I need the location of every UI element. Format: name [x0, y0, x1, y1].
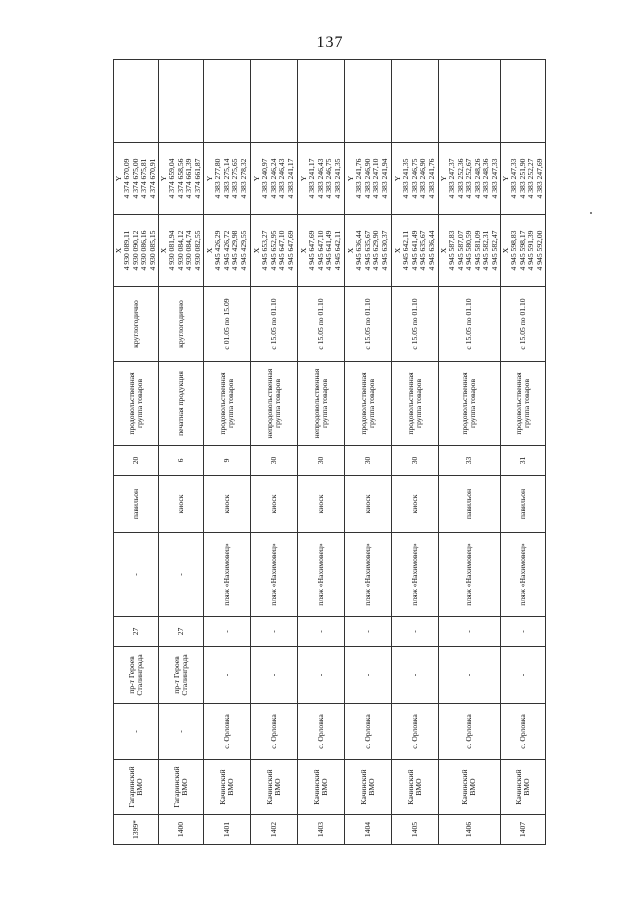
coord-x-value: 4 945 642,11 — [332, 230, 342, 271]
cell-settlement: с. Орловка — [439, 704, 501, 760]
coord-x-value: 4 945 429,98 — [230, 230, 240, 271]
coord-x-value: X — [393, 247, 403, 254]
cell-object: киоск — [345, 476, 392, 533]
coord-y-value: Y — [159, 175, 169, 182]
coord-x-value: 4 945 629,90 — [371, 230, 381, 271]
table-row — [392, 60, 439, 845]
coord-x-value: X — [205, 247, 215, 254]
coord-x-value: 4 945 581,09 — [472, 230, 482, 271]
coord-x-value: 4 945 591,39 — [526, 230, 536, 271]
cell-area: 31 — [500, 446, 545, 476]
coord-y-value: 4 383 241,76 — [354, 158, 364, 199]
coord-y-value: 4 383 241,17 — [285, 158, 295, 199]
coord-x-value: 4 945 653,27 — [260, 230, 270, 271]
registry-table-rotated — [113, 60, 544, 845]
cell-coord-y — [204, 143, 251, 215]
cell-settlement: с. Орловка — [251, 704, 298, 760]
cell-settlement: с. Орловка — [392, 704, 439, 760]
coord-x-value: 4 945 582,47 — [489, 230, 499, 271]
coord-x-value: 4 945 647,69 — [307, 230, 317, 271]
cell-no: 1400 — [159, 815, 204, 845]
cell-empty — [345, 60, 392, 143]
coord-y-value: 4 383 247,33 — [509, 158, 519, 199]
cell-street: пр-т Героев Сталинграда — [114, 647, 159, 704]
cell-coord-x — [114, 215, 159, 287]
cell-district: Качинский ВМО — [439, 760, 501, 815]
cell-house: - — [298, 617, 345, 647]
cell-object: киоск — [159, 476, 204, 533]
cell-empty — [251, 60, 298, 143]
coord-y-value: 4 383 248,36 — [481, 158, 491, 199]
cell-period: с 15.05 по 01.10 — [251, 287, 298, 362]
coord-x-value: 4 930 090,12 — [130, 230, 140, 271]
cell-specialization: продовольственная группа товаров — [345, 362, 392, 446]
cell-house: - — [204, 617, 251, 647]
cell-coord-x — [204, 215, 251, 287]
cell-specialization: продовольственная группа товаров — [392, 362, 439, 446]
cell-district: Качинский ВМО — [500, 760, 545, 815]
cell-object: павильон — [439, 476, 501, 533]
cell-settlement: с. Орловка — [345, 704, 392, 760]
cell-area: 9 — [204, 446, 251, 476]
coord-y-value: 4 374 670,91 — [147, 158, 157, 199]
cell-street: пр-т Героев Сталинграда — [159, 647, 204, 704]
cell-specialization: продовольственная группа товаров — [500, 362, 545, 446]
cell-coord-y — [345, 143, 392, 215]
coord-y-value: 4 383 251,90 — [517, 158, 527, 199]
cell-empty — [392, 60, 439, 143]
coord-x-value: X — [299, 247, 309, 254]
cell-object: киоск — [204, 476, 251, 533]
registry-table — [113, 59, 546, 845]
table-row — [114, 60, 159, 845]
coord-y-value: Y — [205, 175, 215, 182]
cell-house: - — [439, 617, 501, 647]
coord-x-value: 4 945 587,83 — [447, 230, 457, 271]
cell-area: 30 — [298, 446, 345, 476]
coord-y-value: 4 374 658,56 — [175, 158, 185, 199]
cell-area: 30 — [392, 446, 439, 476]
coord-x-value: 4 930 089,11 — [122, 230, 132, 271]
coord-x-value: 4 945 592,00 — [534, 230, 544, 271]
cell-coord-y — [159, 143, 204, 215]
coord-x-value: 4 945 426,29 — [213, 230, 223, 271]
coord-y-value: 4 383 246,75 — [324, 158, 334, 199]
cell-house: - — [500, 617, 545, 647]
cell-object: павильон — [114, 476, 159, 533]
coord-x-value: X — [500, 247, 510, 254]
coord-y-value: 4 383 247,33 — [489, 158, 499, 199]
coord-y-value: 4 383 247,69 — [534, 158, 544, 199]
cell-coord-x — [159, 215, 204, 287]
cell-district: Качинский ВМО — [345, 760, 392, 815]
cell-landmark: пляж «Нахимовец» — [345, 533, 392, 617]
table-row — [298, 60, 345, 845]
coord-y-value: 4 383 246,43 — [315, 158, 325, 199]
cell-street: - — [204, 647, 251, 704]
coord-x-value: 4 945 582,31 — [481, 230, 491, 271]
table-body — [114, 60, 546, 845]
coord-x-value: 4 945 429,55 — [238, 230, 248, 271]
coord-y-value: 4 383 240,97 — [260, 158, 270, 199]
coord-y-value: Y — [346, 175, 356, 182]
coord-y-value: 4 383 246,75 — [409, 158, 419, 199]
cell-empty — [114, 60, 159, 143]
cell-landmark: пляж «Нахимовец» — [392, 533, 439, 617]
cell-specialization: непродовольственная группа товаров — [251, 362, 298, 446]
coord-y-value: 4 383 241,35 — [401, 158, 411, 199]
coord-x-value: 4 945 426,72 — [221, 230, 231, 271]
cell-district: Качинский ВМО — [251, 760, 298, 815]
coord-x-value: 4 945 635,67 — [418, 230, 428, 271]
scan-speck — [590, 212, 592, 214]
coord-y-value: 4 383 246,90 — [418, 158, 428, 199]
cell-object: павильон — [500, 476, 545, 533]
coord-y-value: Y — [299, 175, 309, 182]
cell-landmark: пляж «Нахимовец» — [500, 533, 545, 617]
cell-specialization: продовольственная группа товаров — [439, 362, 501, 446]
cell-empty — [204, 60, 251, 143]
cell-street: - — [345, 647, 392, 704]
cell-street: - — [251, 647, 298, 704]
coord-y-value: 4 383 278,32 — [238, 158, 248, 199]
coord-y-value: 4 374 670,09 — [122, 158, 132, 199]
cell-period: круглогодично — [114, 287, 159, 362]
cell-coord-x — [439, 215, 501, 287]
cell-area: 20 — [114, 446, 159, 476]
cell-object: киоск — [251, 476, 298, 533]
cell-house: 27 — [159, 617, 204, 647]
cell-empty — [298, 60, 345, 143]
cell-period: с 01.05 по 15.09 — [204, 287, 251, 362]
cell-object: киоск — [298, 476, 345, 533]
coord-y-value: 4 383 241,94 — [379, 158, 389, 199]
cell-coord-y — [392, 143, 439, 215]
coord-y-value: 4 383 252,67 — [464, 158, 474, 199]
cell-settlement: - — [114, 704, 159, 760]
cell-coord-x — [251, 215, 298, 287]
cell-no: 1399* — [114, 815, 159, 845]
cell-landmark: пляж «Нахимовец» — [251, 533, 298, 617]
coord-y-value: 4 374 661,39 — [184, 158, 194, 199]
coord-y-value: Y — [393, 175, 403, 182]
cell-object: киоск — [392, 476, 439, 533]
coord-x-value: 4 945 598,83 — [509, 230, 519, 271]
coord-y-value: 4 383 247,37 — [447, 158, 457, 199]
cell-house: - — [345, 617, 392, 647]
coord-y-value: 4 383 241,35 — [332, 158, 342, 199]
coord-y-value: 4 383 275,65 — [230, 158, 240, 199]
coord-x-value: 4 945 642,11 — [401, 230, 411, 271]
cell-district: Качинский ВМО — [392, 760, 439, 815]
cell-street: - — [500, 647, 545, 704]
coord-y-value: 4 374 675,00 — [130, 158, 140, 199]
coord-y-value: 4 383 246,90 — [362, 158, 372, 199]
coord-y-value: 4 383 252,27 — [526, 158, 536, 199]
coord-x-value: 4 930 081,94 — [167, 230, 177, 271]
coord-y-value: 4 383 241,76 — [426, 158, 436, 199]
cell-no: 1401 — [204, 815, 251, 845]
coord-x-value: 4 945 598,17 — [517, 230, 527, 271]
coord-y-value: 4 374 675,81 — [139, 158, 149, 199]
coord-y-value: 4 383 241,17 — [307, 158, 317, 199]
cell-period: с 15.05 по 01.10 — [392, 287, 439, 362]
cell-period: с 15.05 по 01.10 — [500, 287, 545, 362]
coord-y-value: 4 383 247,10 — [371, 158, 381, 199]
coord-x-value: 4 945 652,95 — [268, 230, 278, 271]
coord-x-value: 4 945 580,59 — [464, 230, 474, 271]
coord-x-value: 4 945 647,10 — [315, 230, 325, 271]
table-row — [439, 60, 501, 845]
coord-x-value: 4 930 086,16 — [139, 230, 149, 271]
cell-house: - — [251, 617, 298, 647]
cell-period: с 15.05 по 01.10 — [345, 287, 392, 362]
cell-area: 33 — [439, 446, 501, 476]
cell-coord-y — [500, 143, 545, 215]
cell-empty — [159, 60, 204, 143]
table-row — [251, 60, 298, 845]
coord-y-value: Y — [252, 175, 262, 182]
coord-y-value: 4 383 248,26 — [472, 158, 482, 199]
cell-empty — [500, 60, 545, 143]
coord-x-value: 4 945 587,07 — [455, 230, 465, 271]
coord-x-value: 4 945 641,49 — [324, 230, 334, 271]
cell-coord-x — [500, 215, 545, 287]
coord-y-value: 4 383 277,80 — [213, 158, 223, 199]
coord-y-value: 4 383 246,43 — [277, 158, 287, 199]
cell-period: с 15.05 по 01.10 — [439, 287, 501, 362]
coord-y-value: Y — [114, 175, 123, 182]
cell-landmark: пляж «Нахимовец» — [204, 533, 251, 617]
cell-district: Гагаринский ВМО — [159, 760, 204, 815]
coord-y-value: 4 374 661,87 — [192, 158, 202, 199]
cell-specialization: продовольственная группа товаров — [204, 362, 251, 446]
cell-no: 1406 — [439, 815, 501, 845]
coord-x-value: 4 930 084,74 — [184, 230, 194, 271]
coord-y-value: 4 374 659,04 — [167, 158, 177, 199]
cell-landmark: пляж «Нахимовец» — [439, 533, 501, 617]
coord-x-value: X — [252, 247, 262, 254]
cell-landmark: - — [114, 533, 159, 617]
coord-x-value: 4 930 082,55 — [192, 230, 202, 271]
cell-coord-y — [439, 143, 501, 215]
cell-no: 1403 — [298, 815, 345, 845]
cell-coord-x — [392, 215, 439, 287]
coord-x-value: 4 930 085,15 — [147, 230, 157, 271]
cell-area: 6 — [159, 446, 204, 476]
cell-empty — [439, 60, 501, 143]
table-row — [500, 60, 545, 845]
coord-x-value: 4 945 647,10 — [277, 230, 287, 271]
coord-x-value: 4 945 641,49 — [409, 230, 419, 271]
cell-district: Качинский ВМО — [204, 760, 251, 815]
table-row — [345, 60, 392, 845]
coord-x-value: X — [114, 247, 123, 254]
cell-no: 1402 — [251, 815, 298, 845]
cell-settlement: с. Орловка — [204, 704, 251, 760]
cell-specialization: непродовольственная группа товаров — [298, 362, 345, 446]
cell-no: 1404 — [345, 815, 392, 845]
cell-specialization: печатная продукция — [159, 362, 204, 446]
cell-street: - — [298, 647, 345, 704]
coord-x-value: X — [159, 247, 169, 254]
cell-street: - — [392, 647, 439, 704]
cell-coord-y — [251, 143, 298, 215]
cell-house: 27 — [114, 617, 159, 647]
cell-period: круглогодично — [159, 287, 204, 362]
cell-street: - — [439, 647, 501, 704]
coord-x-value: 4 945 636,44 — [426, 230, 436, 271]
coord-x-value: 4 945 630,37 — [379, 230, 389, 271]
coord-y-value: 4 383 275,14 — [221, 158, 231, 199]
cell-no: 1405 — [392, 815, 439, 845]
cell-landmark: - — [159, 533, 204, 617]
coord-x-value: X — [346, 247, 356, 254]
cell-coord-y — [114, 143, 159, 215]
coord-x-value: 4 945 635,67 — [362, 230, 372, 271]
coord-x-value: 4 945 647,69 — [285, 230, 295, 271]
cell-coord-x — [345, 215, 392, 287]
coord-y-value: 4 383 246,24 — [268, 158, 278, 199]
coord-y-value: 4 383 252,36 — [455, 158, 465, 199]
cell-settlement: с. Орловка — [298, 704, 345, 760]
cell-area: 30 — [345, 446, 392, 476]
coord-x-value: 4 945 636,44 — [354, 230, 364, 271]
table-row — [159, 60, 204, 845]
cell-house: - — [392, 617, 439, 647]
cell-settlement: с. Орловка — [500, 704, 545, 760]
coord-y-value: Y — [439, 175, 449, 182]
coord-x-value: X — [439, 247, 449, 254]
coord-y-value: Y — [500, 175, 510, 182]
cell-period: с 15.05 по 01.10 — [298, 287, 345, 362]
cell-district: Качинский ВМО — [298, 760, 345, 815]
cell-area: 30 — [251, 446, 298, 476]
cell-coord-y — [298, 143, 345, 215]
table-row — [204, 60, 251, 845]
cell-no: 1407 — [500, 815, 545, 845]
cell-landmark: пляж «Нахимовец» — [298, 533, 345, 617]
cell-settlement: - — [159, 704, 204, 760]
cell-district: Гагаринский ВМО — [114, 760, 159, 815]
coord-x-value: 4 930 084,12 — [175, 230, 185, 271]
cell-coord-x — [298, 215, 345, 287]
cell-specialization: продовольственная группа товаров — [114, 362, 159, 446]
page-number: 137 — [316, 34, 344, 51]
